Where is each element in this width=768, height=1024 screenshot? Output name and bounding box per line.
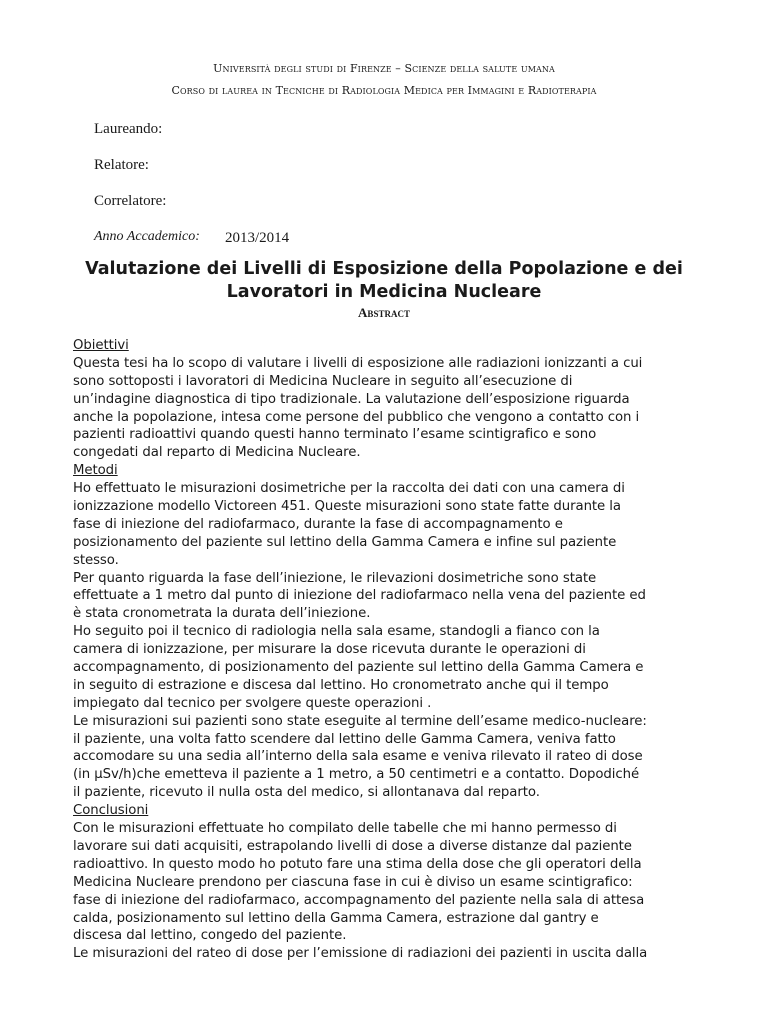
text-line: (in µSv/h)che emetteva il paziente a 1 metro, a 50 centimetri e a contatto. Dopodiché: [73, 767, 640, 783]
text-line: un’indagine diagnostica di tipo tradizionale. La valutazione dell’esposizione riguarda: [73, 391, 630, 407]
text-line: Ho seguito poi il tecnico di radiologia nella sala esame, standogli a fianco con la: [73, 624, 600, 640]
text-line: stesso.: [73, 552, 119, 568]
university-header: Università degli studi di Firenze – Scienze della salute umana: [213, 62, 555, 75]
text-line: Le misurazioni sui pazienti sono state eseguite al termine dell’esame medico-nucleare:: [73, 713, 647, 729]
text-line: camera di ionizzazione, per misurare la dose ricevuta durante le operazioni di: [73, 642, 586, 658]
text-line: impiegato dal tecnico per svolgere queste operazioni .: [73, 695, 432, 711]
anno-accademico-value: 2013/2014: [225, 230, 290, 246]
text-line: discesa dal lettino, congedo del paziente.: [73, 928, 347, 944]
text-line: Con le misurazioni effettuate ho compilato delle tabelle che mi hanno permesso di: [73, 821, 617, 837]
thesis-title-line: Lavoratori in Medicina Nucleare: [226, 282, 542, 302]
text-line: in seguito di estrazione e discesa dal lettino. Ho cronometrato anche qui il tempo: [73, 677, 609, 693]
text-line: sono sottoposti i lavoratori di Medicina Nucleare in seguito all’esecuzione di: [73, 373, 573, 389]
text-line: accompagnamento, di posizionamento del paziente sul lettino della Gamma Camera e: [73, 660, 644, 676]
laureando-label: Laureando:: [94, 121, 163, 137]
text-line: lavorare sui dati acquisiti, estrapolando livelli di dose a diverse distanze dal paziente: [73, 838, 632, 854]
text-line: fase di iniezione del radiofarmaco, durante la fase di accompagnamento e: [73, 516, 563, 532]
abstract-heading: Abstract: [358, 305, 410, 320]
text-line: pazienti radioattivi quando questi hanno terminato l’esame scintigrafico e sono: [73, 427, 597, 443]
text-line: fase di iniezione del radiofarmaco, accompagnamento del paziente nella sala di attesa: [73, 892, 645, 908]
text-line: Medicina Nucleare prendono per ciascuna fase in cui è diviso un esame scintigrafico:: [73, 874, 633, 890]
text-line: Per quanto riguarda la fase dell’iniezione, le rilevazioni dosimetriche sono state: [73, 570, 597, 586]
thesis-title-line: Valutazione dei Livelli di Esposizione della Popolazione e dei: [85, 259, 683, 279]
section-heading-obiettivi: Obiettivi: [73, 338, 129, 353]
text-line: il paziente, una volta fatto scendere dal lettino delle Gamma Camera, veniva fatto: [73, 731, 616, 747]
text-line: calda, posizionamento sul lettino della Gamma Camera, estrazione dal gantry e: [73, 910, 599, 926]
abstract-body: [73, 337, 703, 963]
text-line: Questa tesi ha lo scopo di valutare i livelli di esposizione alle radiazioni ionizzanti a cui: [73, 355, 643, 371]
text-line: posizionamento del paziente sul lettino della Gamma Camera e infine sul paziente: [73, 534, 617, 550]
text-line: Ho effettuato le misurazioni dosimetriche per la raccolta dei dati con una camera di: [73, 481, 625, 497]
anno-accademico-label: Anno Accademico:: [94, 229, 200, 244]
text-line: ionizzazione modello Victoreen 451. Queste misurazioni sono state fatte durante la: [73, 499, 621, 515]
correlatore-label: Correlatore:: [94, 193, 167, 209]
section-heading-conclusioni: Conclusioni: [73, 803, 149, 819]
text-line: accomodare su una sedia all’interno della sala esame e veniva rilevato il rateo di dose: [73, 749, 643, 765]
text-line: Le misurazioni del rateo di dose per l’emissione di radiazioni dei pazienti in uscita dalla: [73, 946, 648, 962]
course-header: Corso di laurea in Tecniche di Radiologia Medica per Immagini e Radioterapia: [171, 84, 597, 97]
section-heading-metodi: Metodi: [73, 463, 118, 479]
text-line: radioattivo. In questo modo ho potuto fare una stima della dose che gli operatori della: [73, 856, 642, 872]
thesis-title: [40, 258, 728, 304]
text-line: congedati dal reparto di Medicina Nucleare.: [73, 445, 361, 461]
text-line: è stata cronometrata la durata dell’iniezione.: [73, 606, 371, 622]
text-line: effettuate a 1 metro dal punto di iniezione del radiofarmaco nella vena del paziente ed: [73, 588, 646, 604]
text-line: il paziente, ricevuto il nulla osta del medico, si allontanava dal reparto.: [73, 785, 540, 801]
relatore-label: Relatore:: [94, 157, 149, 173]
text-line: anche la popolazione, intesa come persone del pubblico che vengono a contatto con i: [73, 409, 640, 425]
